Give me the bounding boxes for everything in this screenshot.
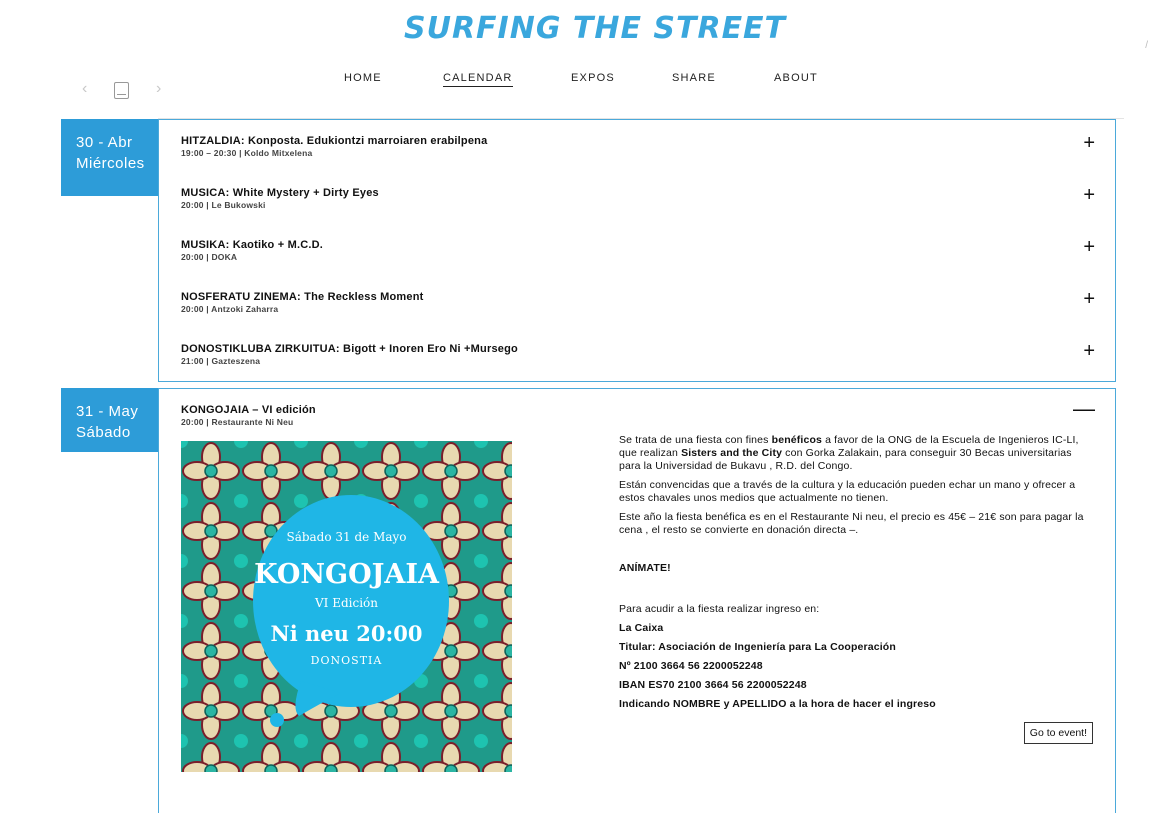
weekday-label: Sábado bbox=[76, 424, 131, 441]
nav-share[interactable]: SHARE bbox=[672, 72, 716, 84]
poster-edition: VI Edición bbox=[314, 596, 378, 610]
event-item[interactable] bbox=[159, 172, 1115, 224]
event-item[interactable] bbox=[159, 224, 1115, 276]
event-item[interactable] bbox=[159, 276, 1115, 328]
expand-plus-icon[interactable]: + bbox=[1083, 132, 1095, 154]
bank-intro: Para acudir a la fiesta realizar ingreso en: bbox=[619, 603, 820, 615]
expand-plus-icon[interactable]: + bbox=[1083, 288, 1095, 310]
event-item[interactable] bbox=[159, 328, 1115, 380]
nav-about[interactable]: ABOUT bbox=[774, 72, 818, 84]
next-arrow-icon[interactable]: › bbox=[156, 80, 162, 97]
date-label: 31 - May bbox=[76, 403, 139, 420]
nav-calendar[interactable]: CALENDAR bbox=[443, 72, 513, 87]
weekday-label: Miércoles bbox=[76, 155, 145, 172]
event-title[interactable]: HITZALDIA: Konposta. Edukiontzi marroiaren erabilpena bbox=[181, 135, 488, 147]
event-time-venue: 20:00 | Restaurante Ni Neu bbox=[181, 417, 294, 427]
event-time-venue: 20:00 | DOKA bbox=[181, 252, 238, 262]
bank-holder: Titular: Asociación de Ingeniería para La Cooperación bbox=[619, 641, 896, 653]
expand-plus-icon[interactable]: + bbox=[1083, 236, 1095, 258]
main-nav bbox=[0, 72, 1150, 92]
expand-plus-icon[interactable]: + bbox=[1083, 184, 1095, 206]
poster-date: Sábado 31 de Mayo bbox=[286, 530, 407, 544]
event-poster-image bbox=[181, 441, 512, 772]
collapse-minus-icon[interactable]: — bbox=[1073, 396, 1095, 421]
event-time-venue: 21:00 | Gazteszena bbox=[181, 356, 261, 366]
go-to-event-button[interactable]: Go to event! bbox=[1024, 722, 1093, 744]
desc-cta: ANÍMATE! bbox=[619, 562, 671, 574]
poster-title: KONGOJAIA bbox=[254, 559, 439, 590]
date-label: 30 - Abr bbox=[76, 134, 133, 151]
event-item[interactable] bbox=[159, 120, 1115, 172]
event-title[interactable]: MUSICA: White Mystery + Dirty Eyes bbox=[181, 187, 379, 199]
desc-paragraph: Se trata de una fiesta con fines benéficos a favor de la ONG de la Escuela de Ingenieros IC-LI, que realizan Sisters and the City con Gorka Zalakain, para conseguir 30 Becas universitarias para la Universidad de Bukavu , R.D. del Congo. bbox=[619, 434, 1079, 472]
event-details bbox=[159, 434, 1115, 813]
expand-plus-icon[interactable]: + bbox=[1083, 340, 1095, 362]
prev-arrow-icon[interactable]: ‹ bbox=[82, 80, 88, 97]
event-list bbox=[158, 388, 1116, 813]
date-badge bbox=[61, 119, 159, 196]
desc-paragraph: Están convencidas que a través de la cultura y la educación pueden echar un mano y ofrecer a estos chavales unos medios que actualmente no tienen. bbox=[619, 479, 1076, 504]
nav-expos[interactable]: EXPOS bbox=[571, 72, 615, 84]
date-badge bbox=[61, 388, 159, 452]
event-list bbox=[158, 119, 1116, 382]
calendar-icon[interactable] bbox=[114, 82, 129, 99]
calendar-pager bbox=[82, 80, 172, 102]
event-title[interactable]: MUSIKA: Kaotiko + M.C.D. bbox=[181, 239, 323, 251]
bank-note: Indicando NOMBRE y APELLIDO a la hora de hacer el ingreso bbox=[619, 698, 936, 710]
desc-paragraph: Este año la fiesta benéfica es en el Restaurante Ni neu, el precio es 45€ – 21€ son para pagar la cena , el resto se convierte en donación directa –. bbox=[619, 511, 1084, 536]
poster-venue-time: Ni neu 20:00 bbox=[270, 621, 423, 646]
event-description bbox=[619, 434, 1094, 714]
bank-account: Nº 2100 3664 56 2200052248 bbox=[619, 660, 763, 672]
event-title[interactable]: DONOSTIKLUBA ZIRKUITUA: Bigott + Inoren Ero Ni +Mursego bbox=[181, 343, 518, 355]
event-time-venue: 20:00 | Le Bukowski bbox=[181, 200, 266, 210]
event-title[interactable]: KONGOJAIA – VI edición bbox=[181, 404, 316, 416]
nav-home[interactable]: HOME bbox=[344, 72, 382, 84]
site-logo[interactable]: SURFING THE STREET bbox=[403, 11, 787, 46]
event-time-venue: 20:00 | Antzoki Zaharra bbox=[181, 304, 279, 314]
poster-city: DONOSTIA bbox=[310, 654, 383, 667]
event-time-venue: 19:00 – 20:30 | Koldo Mitxelena bbox=[181, 148, 313, 158]
bank-name: La Caixa bbox=[619, 622, 664, 634]
corner-mark: / bbox=[1145, 40, 1148, 51]
bank-iban: IBAN ES70 2100 3664 56 2200052248 bbox=[619, 679, 807, 691]
event-title[interactable]: NOSFERATU ZINEMA: The Reckless Moment bbox=[181, 291, 424, 303]
